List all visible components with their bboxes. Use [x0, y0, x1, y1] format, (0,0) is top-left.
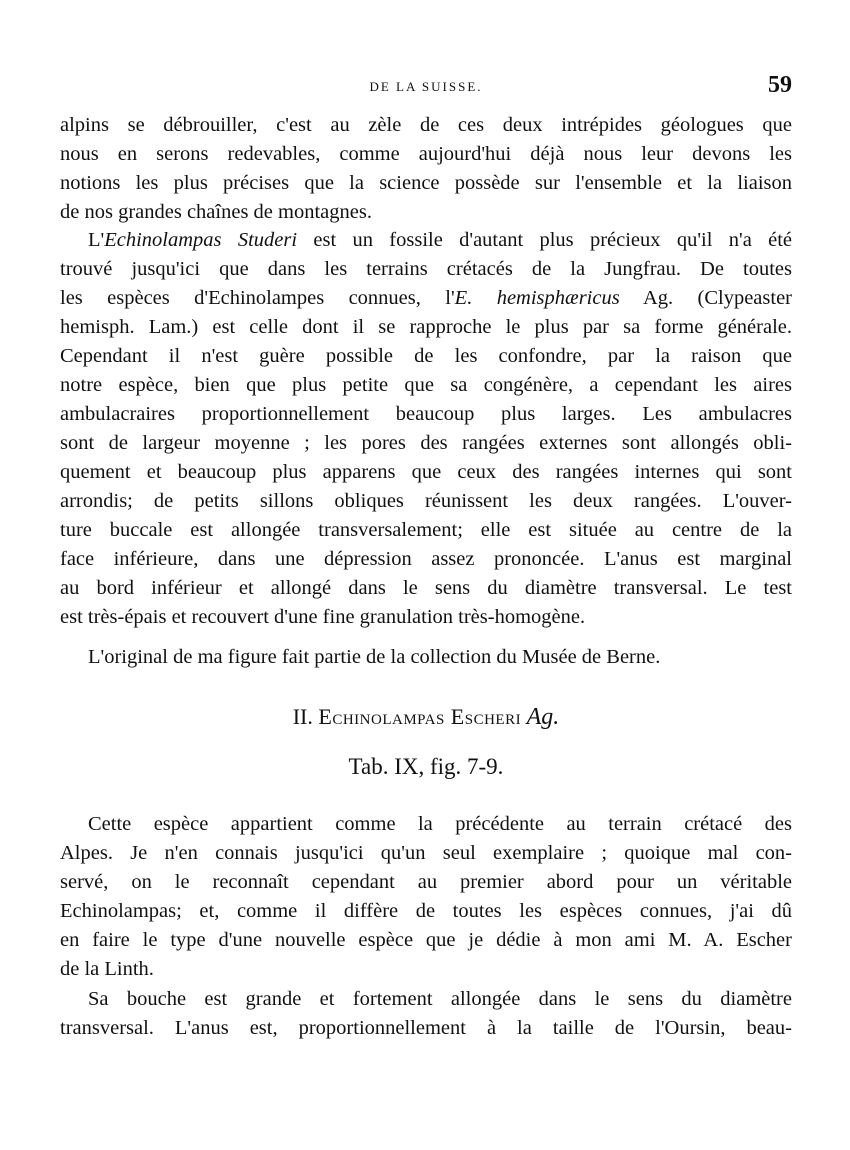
text-line: transversal. L'anus est, proportionnellement à la taille de l'Oursin, beau- [60, 1017, 792, 1039]
text-line: sont de largeur moyenne ; les pores des rangées externes sont allongés obli- [60, 432, 792, 454]
text-line: de la Linth. [60, 958, 154, 980]
text-line [60, 284, 792, 313]
text-line: est très-épais et recouvert d'une fine granulation très-homogène. [60, 606, 586, 628]
text-fragment: L' [88, 229, 105, 251]
running-title: DE LA SUISSE. [369, 79, 483, 94]
section-species-name: Echinolampas Escheri [318, 704, 522, 729]
text-line: face inférieure, dans une dépression assez prononcée. L'anus est marginal [60, 548, 792, 570]
paragraph-mouth [60, 985, 792, 1043]
text-line: Cependant il n'est guère possible de les confondre, par la raison que [60, 345, 792, 367]
text-line: quement et beaucoup plus apparens que ceux des rangées internes qui sont [60, 461, 792, 483]
paragraph-escheri [60, 810, 792, 984]
text-line: Alpes. Je n'en connais jusqu'ici qu'un seul exemplaire ; quoique mal con- [60, 842, 792, 864]
text-line: L'original de ma figure fait partie de la collection du Musée de Berne. [88, 646, 661, 668]
paragraph-studeri [60, 226, 792, 632]
section-author: Ag. [526, 704, 560, 730]
section-heading [60, 704, 792, 731]
section-numeral: II. [292, 704, 313, 729]
text-line: servé, on le reconnaît cependant au premier abord pour un véritable [60, 871, 792, 893]
text-line: hemisph. Lam.) est celle dont il se rapproche le plus par sa forme générale. [60, 316, 792, 338]
text-line: au bord inférieur et allongé dans le sens du diamètre transversal. Le test [60, 577, 792, 599]
text-line [60, 226, 792, 255]
species-name: Echinolampas Studeri [104, 229, 298, 251]
text-line: de nos grandes chaînes de montagnes. [60, 201, 372, 223]
plate-reference: Tab. IX, fig. 7-9. [348, 754, 504, 779]
text-line: ambulacraires proportionnellement beaucoup plus larges. Les ambulacres [60, 403, 792, 425]
text-line: Echinolampas; et, comme il diffère de toutes les espèces connues, j'ai dû [60, 900, 792, 922]
paragraph-original [60, 643, 792, 672]
page-number: 59 [768, 72, 792, 98]
text-line: nous en serons redevables, comme aujourd'hui déjà nous leur devons les [60, 143, 792, 165]
running-head [60, 72, 792, 100]
text-line: notre espèce, bien que plus petite que sa congénère, a cependant les aires [60, 374, 792, 396]
text-line: ture buccale est allongée transversalement; elle est située au centre de la [60, 519, 792, 541]
text-fragment: est un fossile d'autant plus précieux qu'il n'a été [297, 229, 793, 251]
text-line: en faire le type d'une nouvelle espèce que je dédie à mon ami M. A. Escher [60, 929, 792, 951]
text-line: trouvé jusqu'ici que dans les terrains crétacés de la Jungfrau. De toutes [60, 258, 792, 280]
species-name: E. hemisphæricus [454, 287, 620, 309]
text-line: arrondis; de petits sillons obliques réunissent les deux rangées. L'ouver- [60, 490, 792, 512]
text-line: alpins se débrouiller, c'est au zèle de ces deux intrépides géologues que [60, 114, 792, 136]
text-line: Cette espèce appartient comme la précédente au terrain crétacé des [88, 813, 792, 835]
text-line: notions les plus précises que la science possède sur l'ensemble et la liaison [60, 172, 792, 194]
text-fragment: Ag. (Clypeaster [619, 287, 793, 309]
text-fragment: les espèces d'Echinolampes connues, l' [60, 287, 455, 309]
paragraph-continuation [60, 111, 792, 227]
text-line: Sa bouche est grande et fortement allongée dans le sens du diamètre [88, 988, 792, 1010]
